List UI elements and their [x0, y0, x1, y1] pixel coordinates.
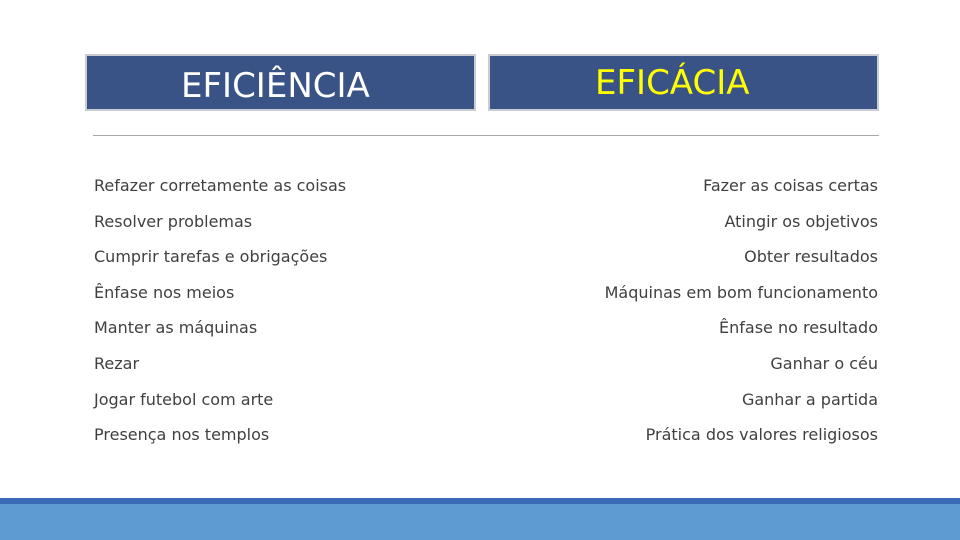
- eficiencia-title: EFICIÊNCIA: [181, 65, 370, 106]
- eficacia-item: Fazer as coisas certas: [703, 176, 878, 195]
- eficiencia-header: [85, 54, 476, 111]
- eficacia-item: Ganhar o céu: [770, 353, 878, 373]
- header-divider: [93, 135, 879, 136]
- eficacia-item: Ganhar a partida: [741, 389, 878, 409]
- eficacia-header: [488, 54, 879, 111]
- eficiencia-list: [94, 175, 346, 460]
- footer-bar: [0, 504, 960, 540]
- eficacia-item: Ênfase no resultado: [719, 318, 878, 338]
- eficacia-item: Prática dos valores religiosos: [645, 425, 878, 445]
- eficacia-item: Máquinas em bom funcionamento: [604, 282, 878, 302]
- eficiencia-item: Rezar: [94, 353, 140, 373]
- eficiencia-item: Jogar futebol com arte: [94, 389, 274, 409]
- eficacia-title: EFICÁCIA: [595, 62, 750, 103]
- eficiencia-item: Presença nos templos: [94, 425, 270, 445]
- eficiencia-item: Manter as máquinas: [94, 318, 258, 338]
- eficacia-item: Obter resultados: [744, 247, 878, 267]
- eficacia-list: [605, 175, 878, 460]
- eficiencia-item: Ênfase nos meios: [94, 282, 235, 302]
- eficiencia-item: Resolver problemas: [94, 211, 253, 231]
- eficiencia-item: Cumprir tarefas e obrigações: [94, 247, 328, 267]
- eficiencia-item: Refazer corretamente as coisas: [94, 176, 347, 195]
- eficacia-item: Atingir os objetivos: [724, 211, 878, 231]
